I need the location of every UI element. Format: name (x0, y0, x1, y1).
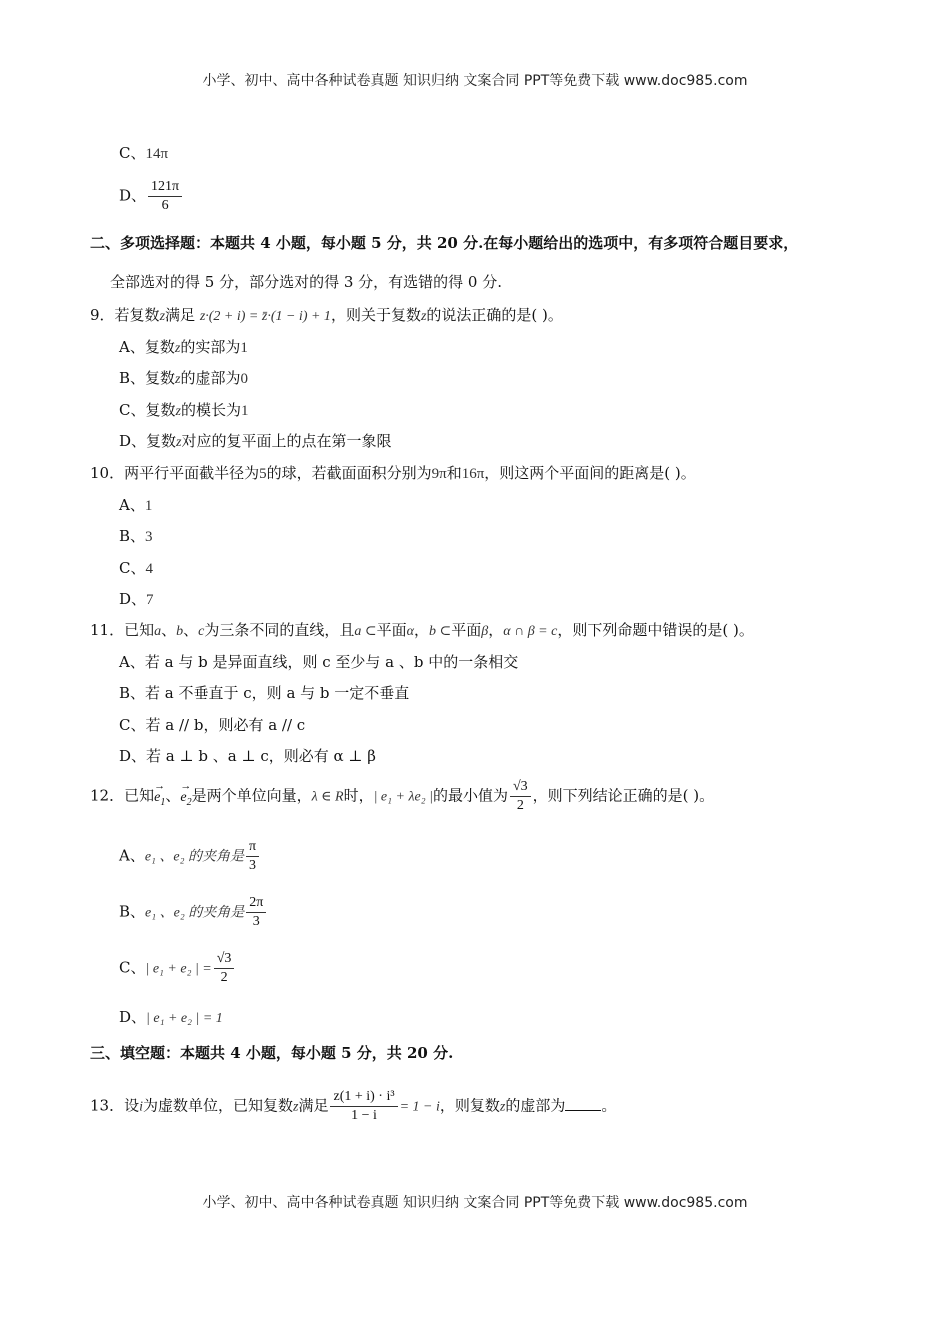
question-text: 和 (446, 464, 462, 482)
fraction (246, 838, 259, 875)
option-label: B、 (119, 369, 146, 387)
question-11 (90, 619, 754, 643)
question-number: 12． (90, 786, 125, 805)
math-var: z (175, 404, 181, 419)
fraction-denominator: 6 (161, 198, 169, 213)
math-var: i (139, 1099, 143, 1115)
math-expr: | e₁ + λe₂ | (373, 789, 433, 805)
option-text: 复数 (145, 369, 176, 387)
question-text: 是两个单位向量， (191, 786, 312, 805)
q12-option-b (119, 894, 268, 931)
option-label: C、 (119, 958, 146, 977)
section-2-rules: 全部选对的得 5 分，部分选对的得 3 分，有选错的得 0 分. (110, 273, 503, 291)
math-var: z (159, 309, 166, 324)
math-expr: a ⊂ (354, 624, 377, 639)
fraction-denominator: 1 − i (351, 1108, 377, 1123)
option-label: B、 (119, 902, 146, 921)
q11-option-c (119, 714, 305, 736)
q11-option-d (119, 745, 376, 767)
option-text: 的实部为 (180, 338, 241, 356)
option-label: D、 (119, 186, 147, 205)
question-text: 的虚部为 (505, 1096, 566, 1115)
math-equation: z·(2 + i) = z̄·(1 − i) + 1 (199, 309, 331, 324)
q12-option-d (119, 1006, 223, 1030)
option-label: B、 (119, 527, 146, 545)
question-text: 已知 (124, 621, 155, 639)
option-value: 14π (145, 146, 169, 162)
vector-letter: e (180, 789, 187, 805)
question-9 (90, 304, 563, 328)
question-number: 10． (90, 464, 125, 482)
math-var: z (499, 1099, 506, 1115)
question-text: ，则关于复数 (330, 306, 421, 324)
question-text: ，则复数 (439, 1096, 500, 1115)
question-10 (90, 462, 696, 485)
question-text: 满足 (165, 306, 196, 324)
question-text: 、 (183, 621, 199, 639)
page-header: 小学、初中、高中各种试卷真题 知识归纳 文案合同 PPT等免费下载 www.doc985.com (202, 73, 748, 89)
option-label: C、 (119, 144, 146, 162)
question-text: 平面 (376, 621, 407, 639)
fraction (246, 894, 266, 931)
option-text: e₁ 、e₂ 的夹角是 (145, 905, 245, 921)
option-value: 1 (240, 340, 248, 356)
vector-e2 (180, 781, 191, 814)
math-value: 16π (461, 466, 485, 482)
q11-option-b (119, 682, 409, 704)
math-var: z (293, 1099, 299, 1115)
vector-subscript: 2 (186, 796, 192, 808)
q10-option-b (119, 525, 153, 548)
option-label: D、 (119, 1008, 147, 1026)
question-text: 的说法正确的是( )。 (426, 306, 563, 324)
math-var: a (154, 624, 162, 639)
question-text: 设 (124, 1096, 140, 1115)
question-text: 时， (343, 786, 374, 805)
question-number: 11． (90, 621, 125, 639)
question-text: ，则下列结论正确的是( )。 (532, 786, 715, 805)
fraction-numerator: z(1 + i) · i³ (330, 1088, 397, 1107)
option-text: 若 a 不垂直于 c，则 a 与 b 一定不垂直 (145, 684, 410, 702)
q8-option-d (119, 178, 184, 215)
math-var: c (198, 624, 205, 639)
vector-subscript: 1 (160, 796, 166, 808)
option-value: 1 (240, 403, 249, 419)
math-var: b (176, 624, 184, 639)
fraction-denominator: 2 (220, 970, 228, 985)
math-var: z (175, 372, 181, 387)
math-expr: = 1 − i (399, 1099, 440, 1115)
option-text: 的模长为 (180, 401, 241, 419)
vector-letter: e (154, 789, 161, 805)
q12-option-c (119, 950, 236, 987)
math-expr: λ ∈ R (311, 789, 344, 805)
option-value: 7 (146, 592, 154, 608)
option-text: | e₁ + e₂ | = (145, 961, 212, 977)
option-label: D、 (119, 747, 147, 765)
fraction (510, 778, 531, 815)
math-var: z (420, 309, 427, 324)
option-label: A、 (119, 653, 145, 671)
option-label: C、 (119, 401, 146, 419)
option-value: 1 (144, 498, 153, 514)
vector-e1 (154, 781, 165, 814)
fraction-numerator: π (246, 838, 259, 857)
option-label: C、 (119, 716, 146, 734)
option-text: 复数 (146, 432, 177, 450)
q10-option-c (119, 557, 153, 580)
math-value: 5 (259, 466, 267, 482)
answer-blank[interactable] (565, 1096, 601, 1111)
q10-option-a (119, 494, 152, 517)
q11-option-a (119, 651, 518, 673)
math-var: α (406, 624, 414, 639)
option-label: A、 (119, 846, 145, 865)
question-text: 、 (161, 621, 177, 639)
option-text: 复数 (144, 338, 175, 356)
question-text: ，则下列命题中错误的是( )。 (557, 621, 754, 639)
math-var: z (174, 341, 181, 356)
q9-option-d (119, 430, 392, 454)
fraction-numerator: 121π (148, 178, 182, 197)
question-text: 已知 (124, 786, 155, 805)
option-label: A、 (119, 338, 145, 356)
q8-option-c (119, 142, 168, 165)
question-text: ， (488, 621, 504, 639)
question-text: 的最小值为 (432, 786, 508, 805)
question-text: 为虚数单位，已知复数 (143, 1096, 294, 1115)
fraction-numerator: 2π (246, 894, 266, 913)
fraction-numerator: √3 (214, 950, 235, 969)
question-13 (90, 1088, 616, 1125)
question-text: 。 (601, 1096, 617, 1115)
fraction-numerator: √3 (510, 778, 531, 797)
math-var: z (176, 435, 182, 450)
math-expr: b ⊂ (429, 624, 452, 639)
option-text: | e₁ + e₂ | = 1 (146, 1011, 223, 1026)
option-text: 对应的复平面上的点在第一象限 (181, 432, 392, 450)
fraction (148, 178, 182, 215)
math-var: β (481, 624, 489, 639)
question-text: ，则这两个平面间的距离是( )。 (484, 464, 696, 482)
fraction-denominator: 3 (252, 914, 260, 929)
section-2-heading: 二、多项选择题：本题共 4 小题，每小题 5 分，共 20 分.在每小题给出的选项中，有多项符合题目要求， (90, 234, 799, 252)
q10-option-d (119, 588, 154, 611)
option-label: D、 (119, 590, 147, 608)
question-text: 、 (165, 786, 181, 805)
question-text: ， (413, 621, 429, 639)
fraction-denominator: 3 (249, 858, 257, 873)
option-text: e₁ 、e₂ 的夹角是 (144, 849, 245, 865)
option-value: 3 (145, 529, 153, 545)
option-text: 若 a 与 b 是异面直线，则 c 至少与 a 、b 中的一条相交 (144, 653, 519, 671)
option-label: B、 (119, 684, 146, 702)
question-text: 的球，若截面面积分别为 (266, 464, 432, 482)
fraction (214, 950, 235, 987)
question-text: 满足 (298, 1096, 329, 1115)
option-label: D、 (119, 432, 147, 450)
q9-option-b (119, 367, 248, 391)
math-value: 9π (431, 466, 447, 482)
option-text: 若 a // b，则必有 a // c (145, 716, 306, 734)
q9-option-a (119, 336, 248, 360)
option-value: 0 (240, 371, 249, 387)
q9-option-c (119, 399, 248, 423)
math-expr: α ∩ β = c (503, 624, 558, 639)
page-footer: 小学、初中、高中各种试卷真题 知识归纳 文案合同 PPT等免费下载 www.doc985.com (202, 1195, 748, 1211)
question-text: 两平行平面截半径为 (124, 464, 260, 482)
question-text: 若复数 (114, 306, 160, 324)
option-value: 4 (145, 561, 153, 577)
question-text: 为三条不同的直线，且 (204, 621, 355, 639)
question-text: 平面 (451, 621, 482, 639)
option-text: 若 a ⊥ b 、a ⊥ c，则必有 α ⊥ β (146, 747, 376, 765)
option-label: A、 (119, 496, 145, 514)
question-12 (90, 778, 714, 815)
fraction (330, 1088, 397, 1125)
option-label: C、 (119, 559, 146, 577)
fraction-denominator: 2 (516, 798, 524, 813)
q12-option-a (119, 838, 261, 875)
option-text: 的虚部为 (180, 369, 241, 387)
question-number: 13． (90, 1096, 125, 1115)
question-number: 9． (90, 306, 115, 324)
option-text: 复数 (145, 401, 176, 419)
section-3-heading: 三、填空题：本题共 4 小题，每小题 5 分，共 20 分. (90, 1044, 454, 1062)
